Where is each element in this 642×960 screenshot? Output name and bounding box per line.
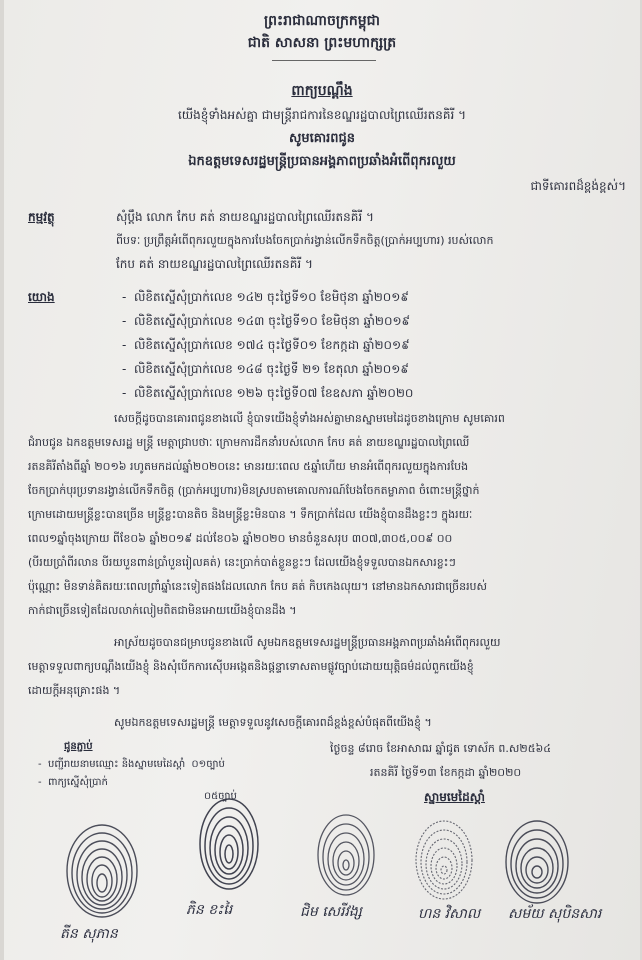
reference-item: - លិខិតស្នើសុំប្រាក់លេខ ១៧៤ ចុះថ្ងៃទី០១ ខែកក្កដា ឆ្នាំ២០១៩ bbox=[122, 338, 410, 352]
body-line: (បីរយប្រាំពីរលាន បីរយបួនពាន់ប្រាំបួនរៀលគត់) នេះប្រាក់បាត់ខ្លួនខ្លះៗ ដែលយើងខ្ញុំទទួលបានឯកសារខ្លះៗ bbox=[28, 556, 456, 569]
reference-item: - លិខិតស្នើសុំប្រាក់លេខ ១៤២ ចុះថ្ងៃទី១០ ខែមិថុនា ឆ្នាំ២០១៩ bbox=[122, 290, 409, 304]
solar-date: រតនគិរី ថ្ងៃទី១៣ ខែកក្កដា ឆ្នាំ២០២០ bbox=[370, 766, 522, 779]
subject-line-3: កែប គត់ នាយខណ្ឌរដ្ឋបាលព្រៃឈើរតនគិរី ។ bbox=[116, 257, 313, 271]
body-line: ពេល១ឆ្នាំចុងក្រោយ ពីខែ០៦ ឆ្នាំ២០១៩ ដល់ខែ០៦ ឆ្នាំ២០២០ មានចំនួនសរុប ៣០៧,៣០៥,០០៩ ០០ bbox=[28, 532, 453, 545]
respect-to: សូមគោរពជូន bbox=[288, 131, 355, 146]
body-line: ចែកប្រាក់បុរប្រទានរង្វាន់លើកទឹកចិត្ត (ប្រាក់អប្បហារ)មិនស្របតាមគោលការណ៍បែងចែកតម្លាភាព ចំពោះមន្ត្រីថ្នាក់ bbox=[28, 484, 480, 497]
body-line: រតនគិរីតាំងពីឆ្នាំ ២០១៦ រហូតមកដល់ឆ្នាំ២០២០នេះ មានរយៈពេល ៥ឆ្នាំហើយ មានអំពើពុករលួយក្នុងការបែង bbox=[28, 460, 469, 473]
national-motto: ជាតិ សាសនា ព្រះមហាក្សត្រ bbox=[247, 35, 397, 51]
reference-item: - លិខិតស្នើសុំប្រាក់លេខ ១៤៨ ចុះថ្ងៃទី ២១ ខែតុលា ឆ្នាំ២០១៩ bbox=[122, 362, 409, 376]
petition-from: យើងខ្ញុំទាំងអស់គ្នា ជាមន្ត្រីរាជការនៃខណ្ឌរដ្ឋបាលព្រៃឈើរតនគិរី ។ bbox=[177, 108, 467, 122]
signature-2: ភិន ខះរៃ bbox=[186, 902, 233, 918]
thumbprint-4-icon bbox=[414, 818, 474, 902]
subject-label: កម្មវត្ថុ bbox=[28, 210, 55, 224]
reference-item: - លិខិតស្នើសុំប្រាក់លេខ ១២៦ ចុះថ្ងៃទី០៧ ខែឧសភា ឆ្នាំ២០២០ bbox=[122, 386, 414, 400]
body-line: កាក់ជាច្រើនទៀតដែលលាក់លៀមពិតជាមិនអោយយើងខ្ញុំបានដឹង ។ bbox=[28, 604, 297, 617]
thumbprint-2-icon bbox=[198, 796, 260, 892]
closing-line: សូមឯកឧត្តមទេសរដ្ឋមន្ត្រី មេត្តាទទួលនូវសេចក្តីគោរពដ៏ខ្ពង់ខ្ពស់បំផុតពីយើងខ្ញុំ ។ bbox=[114, 716, 432, 729]
signature-1: តីន សុភាន bbox=[60, 926, 118, 942]
document-page bbox=[4, 0, 640, 960]
body-line: ដោយក្តីអនុគ្រោះផង ។ bbox=[28, 684, 121, 697]
body-line: ប៉ុណ្ណោះ មិនទាន់គិតរយៈពេលព្រាំឆ្នាំនេះទៀតផងដែលលោក កែប គត់ កិបកេងលុយ។ នៅមានឯកសារជាច្រើនរបស់ bbox=[28, 580, 488, 593]
subject-line-2: ពីបទៈ ប្រព្រឹត្តអំពើពុករលួយក្នុងការបែងចែកប្រាក់រង្វាន់លើកទឹកចិត្ត(ប្រាក់អប្បហារ) របស់លោក bbox=[116, 234, 494, 247]
subject-line-1: សុំប្តឹង លោក កែប គត់ នាយខណ្ឌរដ្ឋបាលព្រៃឈើរតនគិរី ។ bbox=[116, 210, 374, 224]
thumbprint-5-icon bbox=[504, 818, 570, 906]
body-line: មេត្តាទទួលពាក្យបណ្តឹងយើងខ្ញុំ និងសុំបើកការស៊ើបអង្កេតនិងផ្តន្ទាទោសតាមផ្លូវច្បាប់ដោយយុត្តិធម៌ដល់ពួកយើងខ្ញុំ bbox=[28, 660, 474, 673]
signature-3: ជិម សេរីវង្ស bbox=[300, 904, 362, 920]
body-line: អាស្រ័យដូចបានជម្រាបជូនខាងលើ សូមឯកឧត្តមទេសរដ្ឋមន្ត្រីប្រធានអង្គភាពប្រឆាំងអំពើពុករលួយ bbox=[114, 636, 501, 649]
lunar-date: ថ្ងៃចន្ទ ៨រោច ខែអាសាឍ ឆ្នាំជូត ទោស័ក ព.ស២៥៦៤ bbox=[330, 742, 552, 755]
reference-label: យោង bbox=[28, 290, 55, 304]
reference-item: - លិខិតស្នើសុំប្រាក់លេខ ១៤៣ ចុះថ្ងៃទី១០ ខែមិថុនា ឆ្នាំ២០១៩ bbox=[122, 314, 411, 328]
body-line: សេចក្តីដូចបានគោរពជូនខាងលើ ខ្ញុំបាទយើងខ្ញុំទាំងអស់គ្នាមានស្នាមមេដៃដូចខាងក្រោម សូមគោរព bbox=[114, 412, 505, 425]
body-line: ជំរាបជូន ឯកឧត្តមទេសរដ្ឋ មន្ត្រី មេត្តាជ្រាបថាៈ ក្រោមការដឹកនាំរបស់លោក កែប គត់ នាយខណ្ឌរដ្ឋបាលព្រៃឈើ bbox=[28, 436, 470, 449]
attachment-item: - បញ្ជីរាយនាមឈ្មោះ និងស្នាមមេដៃស្តាំ ០១ច្បាប់ bbox=[38, 759, 225, 770]
recipient: ឯកឧត្តមទេសរដ្ឋមន្ត្រីប្រធានអង្គភាពប្រឆាំងអំពើពុករលួយ bbox=[188, 154, 456, 169]
body-line: ក្រោមដោយមន្ត្រីខ្លះបានច្រើន មន្ត្រីខ្លះបានតិច និងមន្ត្រីខ្លះមិនបាន ។ ទឹកប្រាក់ដែល យើងខ្ញុំបានដឹងខ្លះៗ ក្នុងរយៈ bbox=[28, 508, 473, 521]
signature-4: ហន វិសាល bbox=[418, 906, 481, 922]
attachments-label: ជូនភ្ជាប់ bbox=[64, 741, 93, 752]
thumbprint-1-icon bbox=[64, 822, 140, 920]
closing-top: ជាទីគោរពដ៏ខ្ពង់ខ្ពស់។ bbox=[530, 179, 626, 193]
petition-title: ពាក្យបណ្តឹង bbox=[291, 83, 353, 99]
attachment-item: - ពាក្យស្នើសុំប្រាក់ bbox=[38, 777, 108, 788]
motto-ornament bbox=[272, 60, 376, 61]
thumbprint-3-icon bbox=[316, 812, 376, 898]
signature-5: សម័យ សុបិនសារ bbox=[508, 906, 602, 922]
thumbprint-label: ស្នាមមេដៃស្តាំ bbox=[424, 790, 485, 804]
kingdom-heading: ព្រះរាជាណាចក្រកម្ពុជា bbox=[263, 13, 380, 29]
attachment-count: ០៥ច្បាប់ bbox=[204, 791, 237, 802]
